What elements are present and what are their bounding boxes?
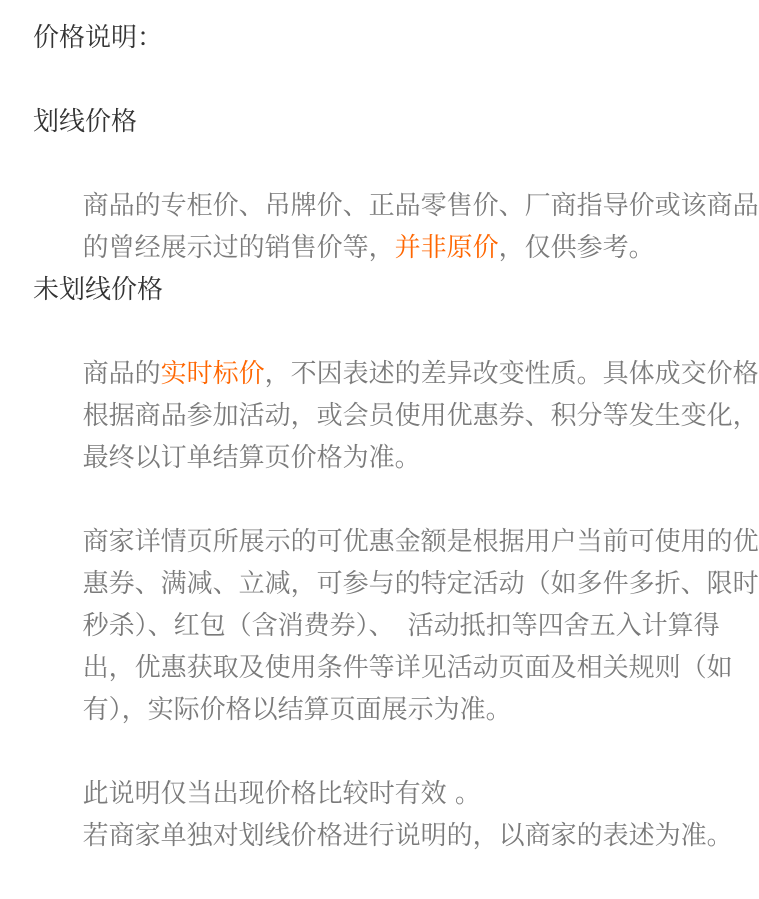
body-text: 最终以订单结算页价格为准。 (82, 443, 421, 473)
body-text: 秒杀）、红包（含消费券）、 活动抵扣等四舍五入计算得 (82, 611, 720, 641)
body-text: 商品的专柜价、吊牌价、正品零售价、厂商指导价或该商品 (82, 191, 759, 221)
body-text: ，仅供参考。 (498, 233, 655, 263)
body-text: 出，优惠获取及使用条件等详见活动页面及相关规则（如 (82, 653, 733, 683)
body-line (33, 143, 759, 221)
highlighted-text: 并非原价 (394, 233, 499, 263)
body-line (33, 731, 745, 809)
body-text: 惠券、满减、立减，可参与的特定活动（如多件多折、限时 (82, 569, 759, 599)
paragraph-spacer (33, 59, 750, 101)
body-text: 的曾经展示过的销售价等， (82, 233, 395, 263)
section-heading: 划线价格 (33, 107, 138, 137)
highlighted-text: 实时标价 (160, 359, 265, 389)
body-text: 此说明仅当出现价格比较时有效 。 (82, 779, 481, 809)
section-validity-note (33, 731, 750, 851)
body-text: 根据商品参加活动，或会员使用优惠券、积分等发生变化， (82, 401, 759, 431)
body-text: 商家详情页所展示的可优惠金额是根据用户当前可使用的优 (82, 527, 759, 557)
body-text: ，不因表述的差异改变性质。具体成交价格 (264, 359, 759, 389)
body-text: 有），实际价格以结算页面展示为准。 (82, 695, 512, 725)
body-text: 若商家单独对划线价格进行说明的，以商家的表述为准。 (82, 821, 733, 851)
body-text: 商品的 (82, 359, 161, 389)
body-line (33, 311, 759, 389)
body-line (33, 479, 759, 557)
section-current-price (33, 269, 759, 473)
section-merchant-discount (33, 479, 759, 725)
section-heading: 未划线价格 (33, 275, 164, 305)
page-title: 价格说明： (33, 23, 164, 53)
section-strikethrough-price (33, 101, 759, 263)
